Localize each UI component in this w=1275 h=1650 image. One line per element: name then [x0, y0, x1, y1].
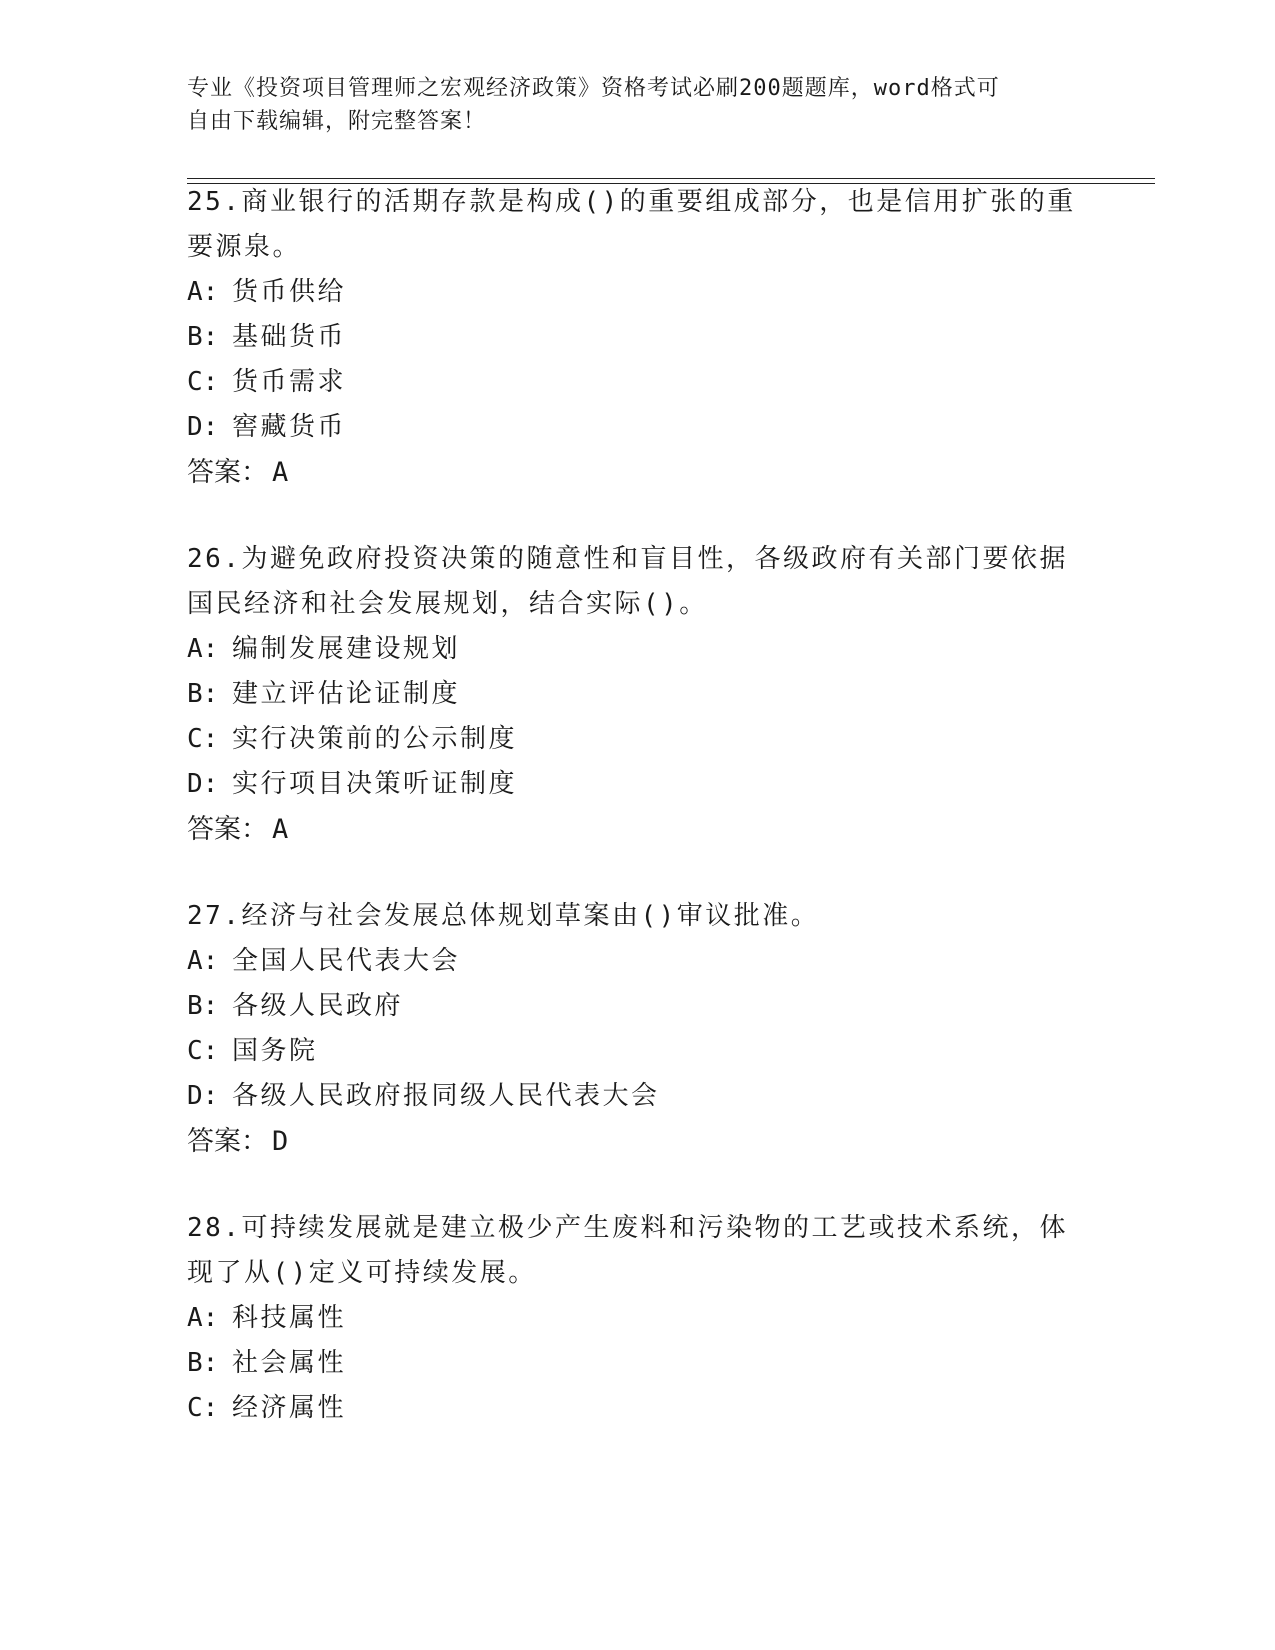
- option-label: A:: [187, 946, 219, 976]
- option-b: [187, 984, 1087, 1029]
- option-b: [187, 315, 1087, 360]
- option-c: [187, 1029, 1087, 1074]
- option-text: 基础货币: [232, 322, 347, 352]
- option-text: 实行决策前的公示制度: [232, 724, 518, 754]
- question-26: [187, 537, 1087, 852]
- question-stem-line: 27.经济与社会发展总体规划草案由()审议批准。: [187, 901, 820, 931]
- option-label: C:: [187, 724, 219, 754]
- option-label: B:: [187, 679, 219, 709]
- option-c: [187, 717, 1087, 762]
- option-label: D:: [187, 769, 219, 799]
- option-text: 实行项目决策听证制度: [232, 769, 518, 799]
- option-text: 社会属性: [232, 1348, 347, 1378]
- question-stem-line: 28.可持续发展就是建立极少产生废料和污染物的工艺或技术系统，体: [187, 1213, 1068, 1243]
- answer-line: [187, 1119, 1087, 1164]
- option-text: 全国人民代表大会: [232, 946, 461, 976]
- option-text: 各级人民政府报同级人民代表大会: [232, 1081, 660, 1111]
- question-stem-line: 要源泉。: [187, 232, 302, 262]
- question-28: [187, 1206, 1087, 1431]
- option-text: 经济属性: [232, 1393, 347, 1423]
- option-a: [187, 627, 1087, 672]
- option-a: [187, 1296, 1087, 1341]
- option-text: 编制发展建设规划: [232, 634, 461, 664]
- option-b: [187, 672, 1087, 717]
- option-label: C:: [187, 1036, 219, 1066]
- answer-label: 答案：: [187, 1126, 268, 1157]
- header-line-1: 专业《投资项目管理师之宏观经济政策》资格考试必刷200题题库，word格式可: [187, 76, 1000, 101]
- question-27: [187, 894, 1087, 1164]
- option-text: 国务院: [232, 1036, 318, 1066]
- option-label: A:: [187, 277, 219, 307]
- header-line-2: 自由下载编辑，附完整答案！: [187, 109, 487, 134]
- header-divider-top: [187, 178, 1155, 179]
- option-d: [187, 1074, 1087, 1119]
- option-a: [187, 270, 1087, 315]
- answer-value: D: [272, 1126, 289, 1157]
- option-text: 窖藏货币: [232, 412, 347, 442]
- option-a: [187, 939, 1087, 984]
- option-label: C:: [187, 367, 219, 397]
- option-text: 科技属性: [232, 1303, 347, 1333]
- option-text: 货币需求: [232, 367, 347, 397]
- question-stem-line: 现了从()定义可持续发展。: [187, 1258, 537, 1288]
- option-d: [187, 762, 1087, 807]
- option-text: 建立评估论证制度: [232, 679, 461, 709]
- option-label: A:: [187, 634, 219, 664]
- option-label: C:: [187, 1393, 219, 1423]
- answer-label: 答案：: [187, 457, 268, 488]
- question-stem-line: 国民经济和社会发展规划，结合实际()。: [187, 589, 708, 619]
- question-stem-line: 26.为避免政府投资决策的随意性和盲目性，各级政府有关部门要依据: [187, 544, 1068, 574]
- answer-line: [187, 450, 1087, 495]
- document-header: [187, 72, 1067, 138]
- question-25: [187, 180, 1087, 495]
- option-text: 货币供给: [232, 277, 347, 307]
- answer-line: [187, 807, 1087, 852]
- option-b: [187, 1341, 1087, 1386]
- answer-value: A: [272, 457, 289, 488]
- option-label: A:: [187, 1303, 219, 1333]
- option-label: D:: [187, 412, 219, 442]
- option-text: 各级人民政府: [232, 991, 404, 1021]
- option-label: B:: [187, 1348, 219, 1378]
- option-d: [187, 405, 1087, 450]
- question-stem-line: 25.商业银行的活期存款是构成()的重要组成部分，也是信用扩张的重: [187, 187, 1076, 217]
- option-label: B:: [187, 991, 219, 1021]
- answer-value: A: [272, 814, 289, 845]
- option-c: [187, 1386, 1087, 1431]
- option-label: D:: [187, 1081, 219, 1111]
- option-c: [187, 360, 1087, 405]
- option-label: B:: [187, 322, 219, 352]
- answer-label: 答案：: [187, 814, 268, 845]
